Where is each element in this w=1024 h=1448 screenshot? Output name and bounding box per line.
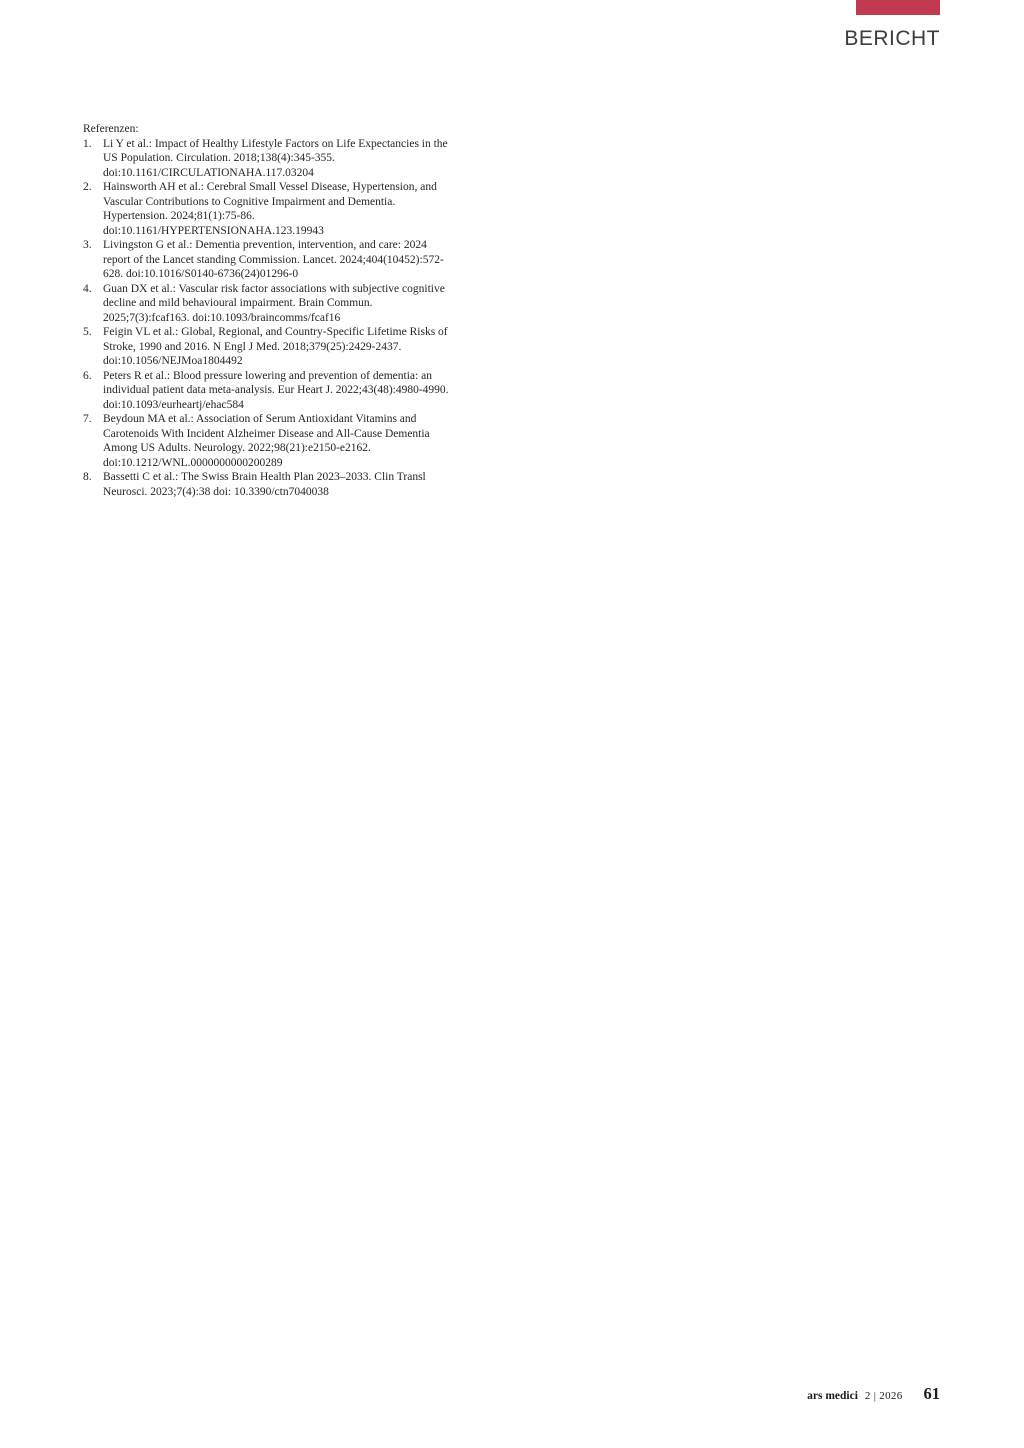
references-title: Referenzen:: [83, 123, 139, 135]
reference-item: [83, 412, 455, 470]
reference-item: [83, 282, 455, 326]
references-list: [83, 137, 455, 500]
reference-number: 7.: [83, 413, 92, 425]
reference-text: Hainsworth AH et al.: Cerebral Small Vessel Disease, Hypertension, and Vascular Contributions to Cognitive Impairment and Dementia. Hypertension. 2024;81(1):75-86. doi:10.1161/HYPERTENSIONAHA.123.19943: [103, 181, 437, 237]
reference-item: [83, 238, 455, 282]
reference-number: 3.: [83, 239, 92, 251]
page-footer: [807, 1384, 940, 1404]
section-label: BERICHT: [844, 27, 940, 50]
journal-name: ars medici: [807, 1390, 858, 1402]
reference-text: Peters R et al.: Blood pressure lowering and prevention of dementia: an individual patient data meta-analysis. Eur Heart J. 2022;43(48):4980-4990. doi:10.1093/eurheartj/ehac584: [103, 369, 449, 411]
reference-number: 1.: [83, 137, 92, 150]
reference-item: [83, 180, 455, 238]
reference-item: [83, 325, 455, 369]
reference-number: 4.: [83, 282, 92, 295]
reference-item: [83, 369, 455, 413]
reference-item: [83, 470, 455, 499]
reference-text: Livingston G et al.: Dementia prevention, intervention, and care: 2024 report of the Lancet standing Commission. Lancet. 2024;404(10452):572-628. doi:10.1016/S0140-6736(24)01296-0: [103, 239, 444, 280]
reference-item: [83, 137, 455, 181]
section-accent-bar: [856, 0, 940, 15]
reference-number: 6.: [83, 369, 92, 382]
reference-text: Bassetti C et al.: The Swiss Brain Health Plan 2023–2033. Clin Transl Neurosci. 2023;7(4):38 doi: 10.3390/ctn7040038: [103, 471, 426, 498]
reference-number: 8.: [83, 471, 92, 483]
references-section: [83, 122, 455, 499]
reference-text: Li Y et al.: Impact of Healthy Lifestyle Factors on Life Expectancies in the US Population. Circulation. 2018;138(4):345-355. doi:10.1161/CIRCULATIONAHA.117.03204: [103, 137, 448, 179]
reference-text: Guan DX et al.: Vascular risk factor associations with subjective cognitive decline and mild behavioural impairment. Brain Commun. 2025;7(3):fcaf163. doi:10.1093/braincomms/fcaf16: [103, 282, 445, 324]
issue-label: 2 | 2026: [864, 1390, 903, 1402]
reference-text: Beydoun MA et al.: Association of Serum Antioxidant Vitamins and Carotenoids With Incident Alzheimer Disease and All-Cause Dementia Among US Adults. Neurology. 2022;98(21):e2150-e2162. doi:10.1212/WNL.0000000000200289: [103, 413, 430, 469]
reference-text: Feigin VL et al.: Global, Regional, and Country-Specific Lifetime Risks of Stroke, 1990 and 2016. N Engl J Med. 2018;379(25):2429-2437. doi:10.1056/NEJMoa1804492: [103, 326, 448, 367]
page-number: 61: [923, 1384, 940, 1403]
reference-number: 2.: [83, 181, 92, 193]
reference-number: 5.: [83, 326, 92, 338]
